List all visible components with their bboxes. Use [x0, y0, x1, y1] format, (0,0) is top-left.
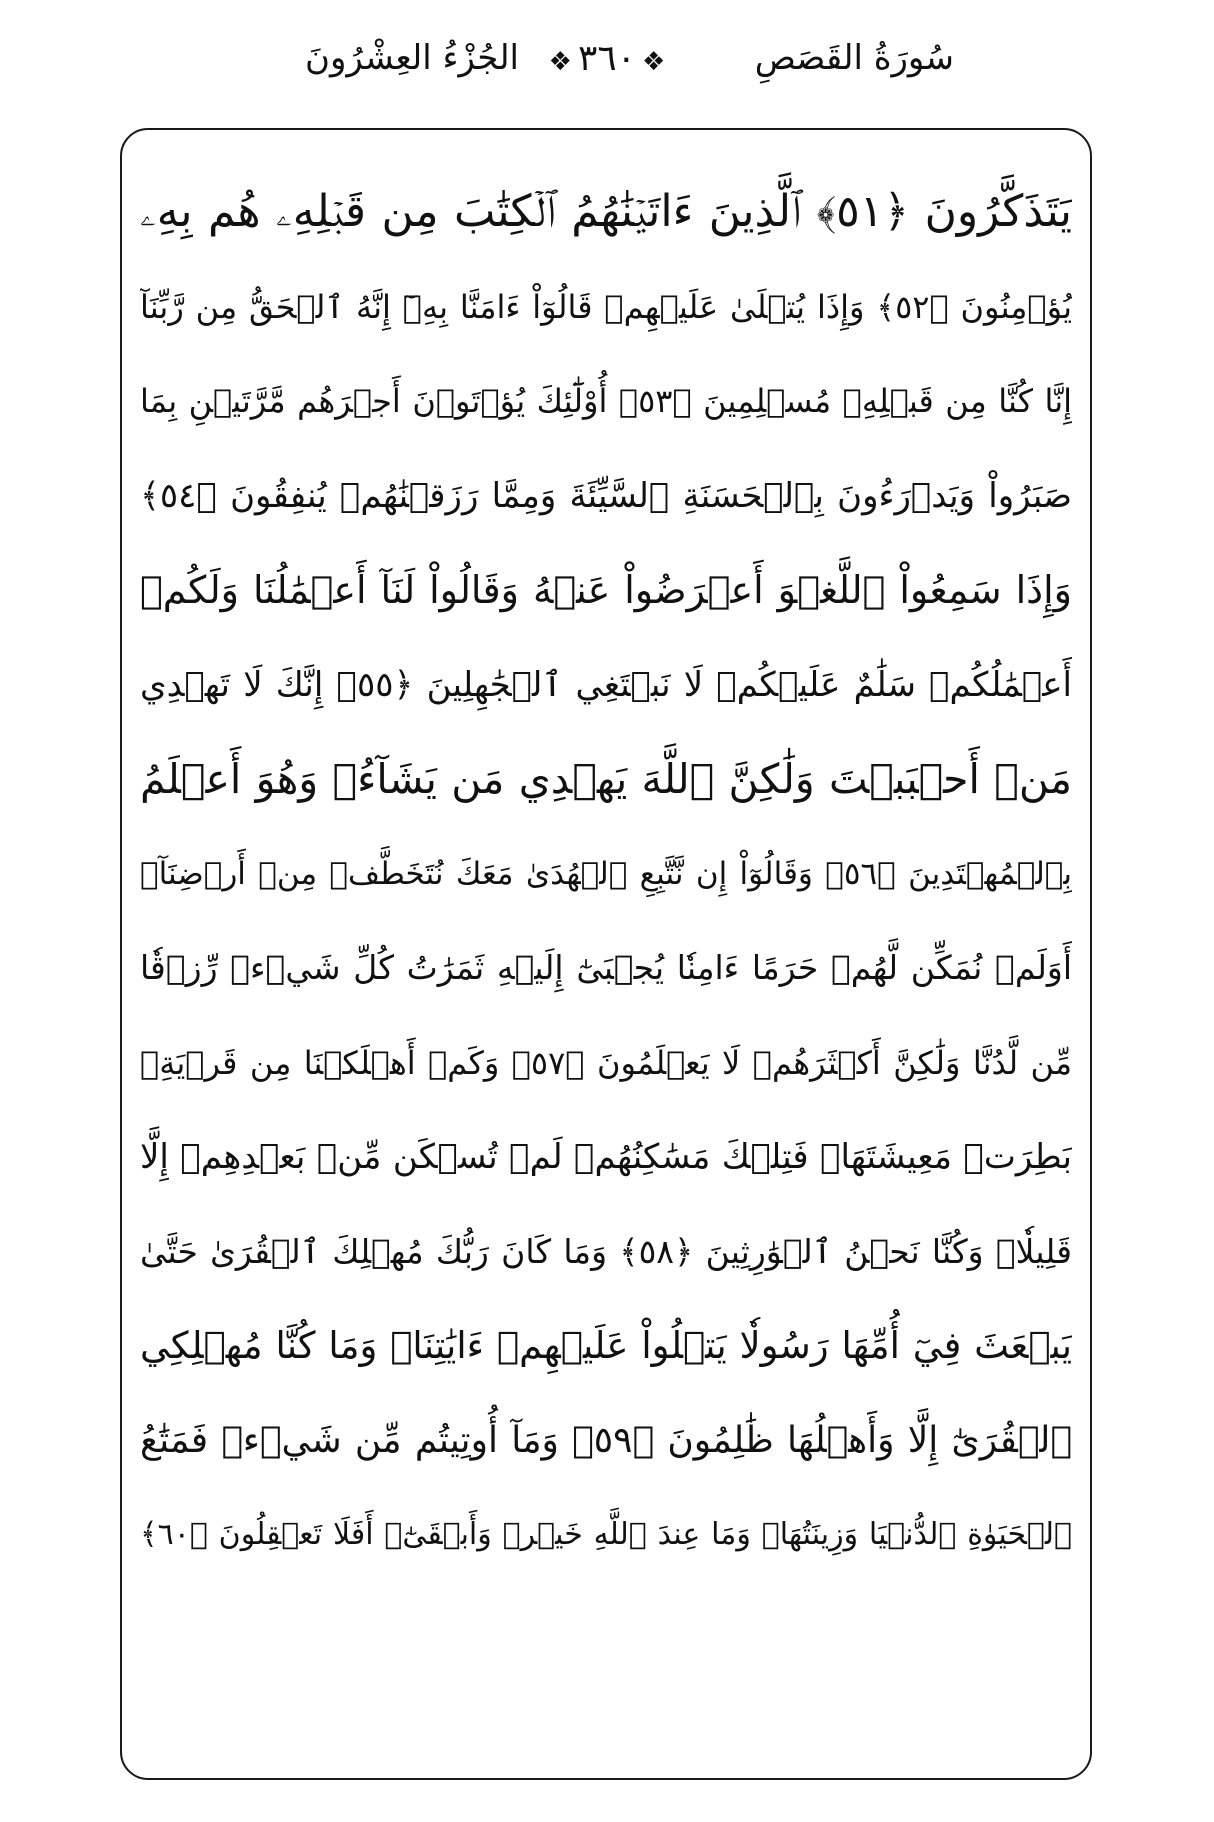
ornament-right-icon: ❖ [642, 47, 666, 77]
text-line: وَإِذَا سَمِعُواْ ٱللَّغۡوَ أَعۡرَضُواْ عَنۡهُ وَقَالُواْ لَنَآ أَعۡمَٰلُنَا وَلَكُمۡ [140, 568, 1072, 612]
text-line: مِّن لَّدُنَّا وَلَٰكِنَّ أَكۡثَرَهُمۡ لَا يَعۡلَمُونَ ﴿٥٧﴾ وَكَمۡ أَهۡلَكۡنَا مِن قَرۡيَةِۭ [140, 1043, 1072, 1082]
text-line: ٱلۡحَيَوٰةِ ٱلدُّنۡيَا وَزِينَتُهَاۚ وَمَا عِندَ ٱللَّهِ خَيۡرٞ وَأَبۡقَىٰٓۚ أَفَلَا تَعۡقِلُونَ ﴿٦٠﴾ [140, 1517, 1072, 1552]
page-header [0, 28, 1214, 98]
text-line: ٱلۡقُرَىٰٓ إِلَّا وَأَهۡلُهَا ظَٰلِمُونَ ﴿٥٩﴾ وَمَآ أُوتِيتُم مِّن شَيۡءٖ فَمَتَٰعُ [140, 1419, 1072, 1461]
surah-name: سُورَةُ القَصَصِ [754, 38, 954, 78]
text-line: إِنَّا كُنَّا مِن قَبۡلِهِۦ مُسۡلِمِينَ ﴿٥٣﴾ أُوْلَٰٓئِكَ يُؤۡتَوۡنَ أَجۡرَهُم مَّرَّتَيۡنِ بِمَا [140, 382, 1072, 420]
text-line: بِٱلۡمُهۡتَدِينَ ﴿٥٦﴾ وَقَالُوٓاْ إِن نَّتَّبِعِ ٱلۡهُدَىٰ مَعَكَ نُتَخَطَّفۡ مِنۡ أَرۡضِنَآۚ [140, 855, 1072, 892]
ornament-left-icon: ❖ [548, 47, 572, 77]
text-line: مَنۡ أَحۡبَبۡتَ وَلَٰكِنَّ ٱللَّهَ يَهۡدِي مَن يَشَآءُۚ وَهُوَ أَعۡلَمُ [140, 755, 1072, 803]
text-line: قَلِيلٗاۖ وَكُنَّا نَحۡنُ ٱلۡوَٰرِثِينَ ﴿٥٨﴾ وَمَا كَانَ رَبُّكَ مُهۡلِكَ ٱلۡقُرَىٰ حَتَّىٰ [140, 1231, 1072, 1271]
verse-lines [140, 165, 1072, 1583]
text-line: يُؤۡمِنُونَ ﴿٥٢﴾ وَإِذَا يُتۡلَىٰ عَلَيۡهِمۡ قَالُوٓاْ ءَامَنَّا بِهِۦٓ إِنَّهُ ٱلۡحَقُّ مِن رَّبِّنَآ [140, 287, 1072, 326]
text-line: يَتَذَكَّرُونَ ﴿٥١﴾ ٱلَّذِينَ ءَاتَيۡنَٰهُمُ ٱلۡكِتَٰبَ مِن قَبۡلِهِۦ هُم بِهِۦ [140, 186, 1072, 237]
text-line: بَطِرَتۡ مَعِيشَتَهَاۖ فَتِلۡكَ مَسَٰكِنُهُمۡ لَمۡ تُسۡكَن مِّنۢ بَعۡدِهِمۡ إِلَّا [140, 1137, 1072, 1177]
text-line: يَبۡعَثَ فِيٓ أُمِّهَا رَسُولٗا يَتۡلُواْ عَلَيۡهِمۡ ءَايَٰتِنَاۚ وَمَا كُنَّا مُهۡلِكِي [140, 1324, 1072, 1367]
page-number-block [0, 38, 1214, 79]
text-line: صَبَرُواْ وَيَدۡرَءُونَ بِٱلۡحَسَنَةِ ٱلسَّيِّئَةَ وَمِمَّا رَزَقۡنَٰهُمۡ يُنفِقُونَ ﴿٥٤﴾ [140, 475, 1072, 516]
text-line: أَوَلَمۡ نُمَكِّن لَّهُمۡ حَرَمًا ءَامِنٗا يُجۡبَىٰٓ إِلَيۡهِ ثَمَرَٰتُ كُلِّ شَيۡءٖ رِّزۡقٗا [140, 948, 1072, 987]
page-number: ٣٦٠ [577, 38, 636, 79]
juz-name: الجُزْءُ العِشْرُونَ [305, 38, 519, 78]
text-line: أَعۡمَٰلُكُمۡ سَلَٰمٌ عَلَيۡكُمۡ لَا نَبۡتَغِي ٱلۡجَٰهِلِينَ ﴿٥٥﴾ إِنَّكَ لَا تَهۡدِي [140, 664, 1072, 705]
